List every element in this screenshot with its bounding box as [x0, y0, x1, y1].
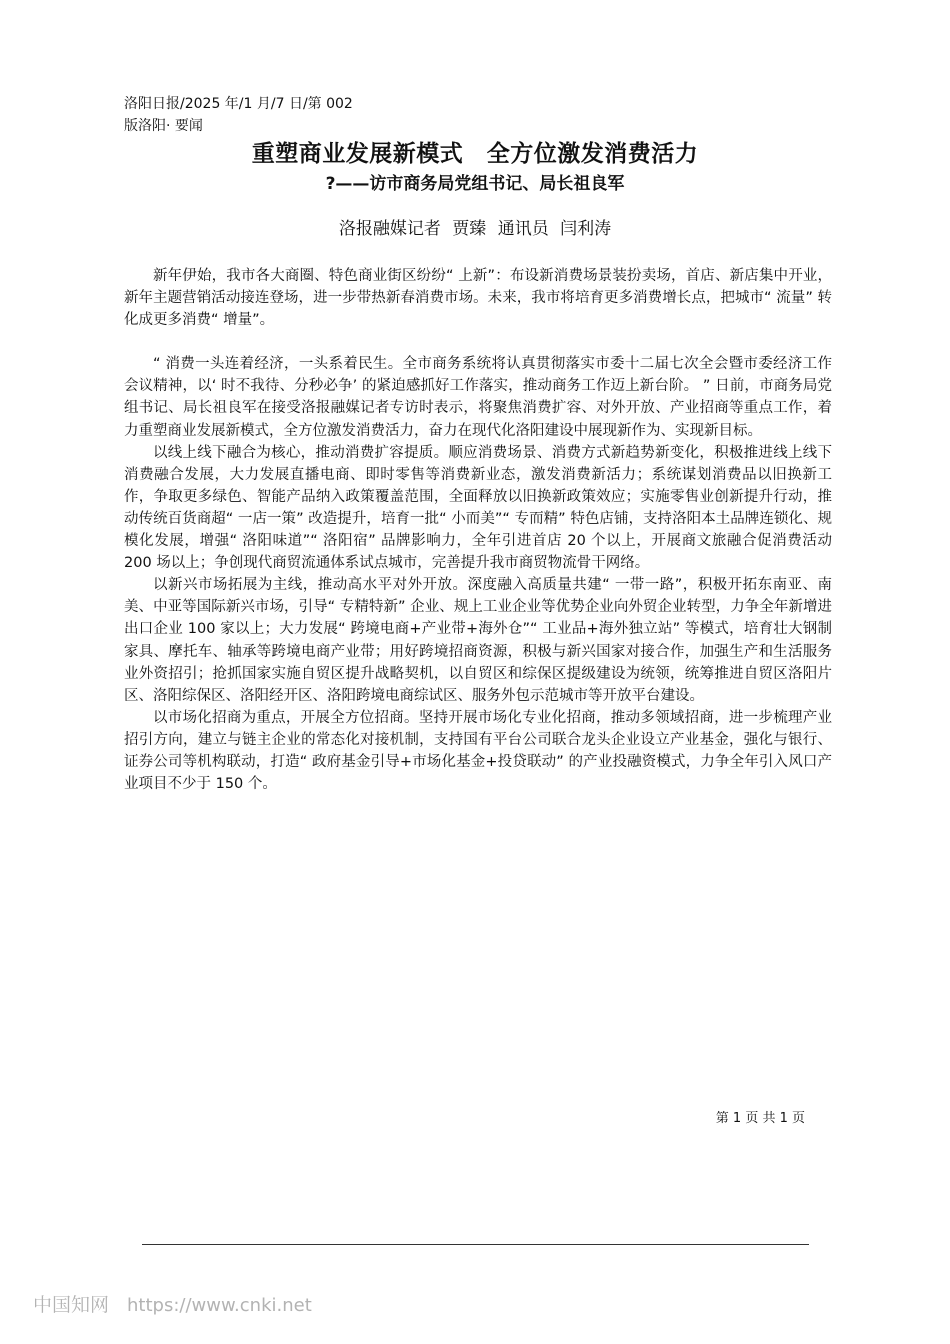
- cnki-watermark: [33, 1293, 312, 1318]
- source-line-2: 版洛阳· 要闻: [124, 118, 203, 134]
- article-byline: 洛报融媒记者 贾臻 通讯员 闫利涛: [338, 219, 612, 239]
- page-number: 第 1 页 共 1 页: [715, 1111, 805, 1126]
- footer-divider: [142, 1244, 809, 1245]
- watermark-brand: 中国知网: [33, 1294, 110, 1316]
- watermark-url: https://www.cnki.net: [127, 1295, 312, 1316]
- paragraph-intro: 新年伊始，我市各大商圈、特色商业街区纷纷“ 上新”：布设新消费场景装扮卖场，首店、新店集中开业，新年主题营销活动接连登场，进一步带热新春消费市场。未来，我市将培育更多消费增长点，把城市“ 流量” 转化成更多消费“ 增量”。: [124, 268, 832, 329]
- source-line-1: 洛阳日报/2025 年/1 月/7 日/第 002: [124, 96, 353, 112]
- paragraph-quote: “ 消费一头连着经济，一头系着民生。全市商务系统将认真贯彻落实市委十二届七次全会暨市委经济工作会议精神，以‘ 时不我待、分秒必争’ 的紧迫感抓好工作落实，推动商务工作迈上新台阶。 ” 日前，市商务局党组书记、局长祖良军在接受洛报融媒记者专访时表示，将聚焦消费扩容、对外开放、产业招商等重点工作，着力重塑商业发展新模式，全方位激发消费活力，奋力在现代化洛阳建设中展现新作为、实现新目标。: [124, 356, 832, 439]
- paragraph-investment: 以市场化招商为重点，开展全方位招商。坚持开展市场化专业化招商，推动多领域招商，进一步梳理产业招引方向，建立与链主企业的常态化对接机制，支持国有平台公司联合龙头企业设立产业基金，强化与银行、证券公司等机构联动，打造“ 政府基金引导+市场化基金+投贷联动” 的产业投融资模式，力争全年引入风口产业项目不少于 150 个。: [124, 709, 832, 793]
- paragraph-consumption: 以线上线下融合为核心，推动消费扩容提质。顺应消费场景、消费方式新趋势新变化，积极推进线上线下消费融合发展，大力发展直播电商、即时零售等消费新业态，激发消费新活力；系统谋划消费品以旧换新工作，争取更多绿色、智能产品纳入政策覆盖范围，全面释放以旧换新政策效应；实施零售业创新提升行动，推动传统百货商超“ 一店一策” 改造提升，培育一批“ 小而美”“ 专而精” 特色店铺，支持洛阳本土品牌连锁化、规模化发展，增强“ 洛阳味道”“ 洛阳宿” 品牌影响力，全年引进首店 20 个以上，开展商文旅融合促消费活动 200 场以上；争创现代商贸流通体系试点城市，完善提升我市商贸物流骨干网络。: [124, 444, 832, 572]
- article-title: 重塑商业发展新模式 全方位激发消费活力: [251, 141, 699, 167]
- article-subtitle: ?——访市商务局党组书记、局长祖良军: [325, 174, 625, 194]
- article-body: [124, 265, 832, 795]
- paragraph-opening-up: 以新兴市场拓展为主线，推动高水平对外开放。深度融入高质量共建“ 一带一路”，积极开拓东南亚、南美、中亚等国际新兴市场，引导“ 专精特新” 企业、规上工业企业等优势企业向外贸企业转型，力争全年新增进出口企业 100 家以上；大力发展“ 跨境电商+产业带+海外仓”“ 工业品+海外独立站” 等模式，培育壮大钢制家具、摩托车、轴承等跨境电商产业带；用好跨境招商资源，积极与新兴国家对接合作，加强生产和生活服务业外资招引；抢抓国家实施自贸区提升战略契机，以自贸区和综保区提级建设为统领，统筹推进自贸区洛阳片区、洛阳综保区、洛阳经开区、洛阳跨境电商综试区、服务外包示范城市等开放平台建设。: [124, 577, 832, 704]
